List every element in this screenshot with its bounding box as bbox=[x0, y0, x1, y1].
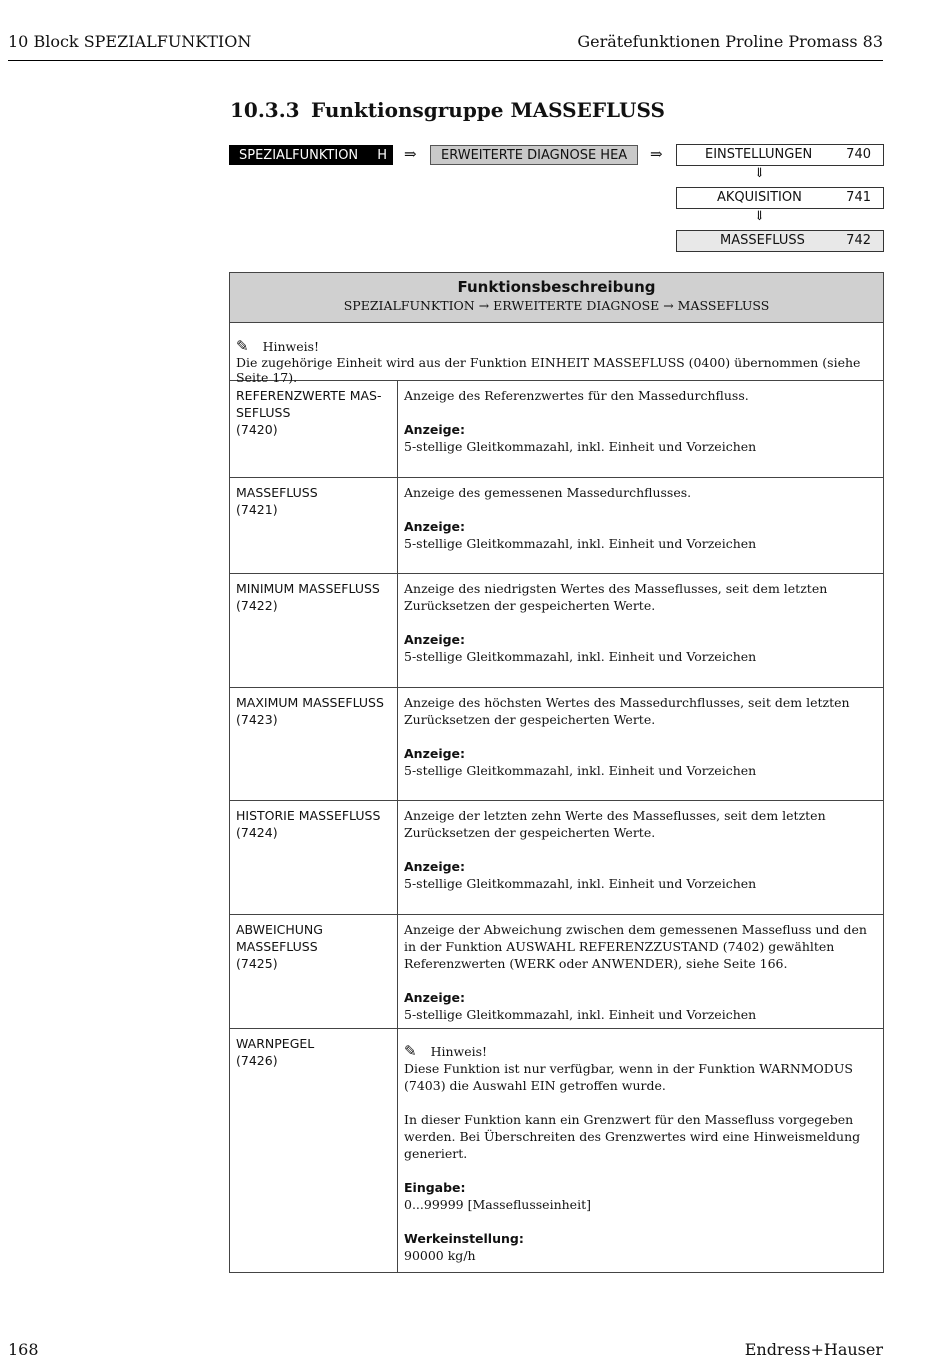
function-code: (7425) bbox=[236, 956, 278, 971]
nav-item-code: 742 bbox=[846, 233, 871, 248]
down-arrow-icon: ⇓ bbox=[754, 209, 765, 224]
table-header bbox=[230, 273, 883, 323]
note-label: Hinweis! bbox=[430, 1044, 488, 1059]
function-description-table bbox=[229, 272, 884, 1273]
table-note bbox=[230, 323, 883, 385]
nav-block-label: SPEZIALFUNKTION bbox=[239, 147, 359, 163]
nav-item-label: MASSEFLUSS bbox=[720, 233, 805, 248]
pencil-icon: ✎ bbox=[236, 337, 249, 355]
section-title: Funktionsgruppe MASSEFLUSS bbox=[311, 98, 665, 122]
function-name: HISTORIE MASSEFLUSS bbox=[236, 808, 381, 823]
nav-item-code: 741 bbox=[846, 190, 871, 205]
page-number: 168 bbox=[8, 1340, 39, 1359]
function-name-cell bbox=[230, 574, 398, 687]
nav-group-label: ERWEITERTE DIAGNOSE HEA bbox=[441, 147, 628, 163]
running-header-chapter: 10 Block SPEZIALFUNKTION bbox=[8, 32, 252, 51]
function-description: Anzeige des gemessenen Massedurchflusses. bbox=[404, 485, 692, 500]
display-label: Anzeige: bbox=[404, 746, 466, 761]
nav-group-box bbox=[430, 145, 638, 165]
function-description-cell bbox=[398, 574, 883, 687]
function-description-cell bbox=[398, 1029, 883, 1272]
function-name: MINIMUM MASSEFLUSS bbox=[236, 581, 380, 596]
function-code: (7424) bbox=[236, 825, 278, 840]
right-arrow-icon: ⇒ bbox=[650, 145, 663, 163]
function-name: MASSEFLUSS bbox=[236, 485, 318, 500]
table-row bbox=[230, 915, 883, 1029]
display-label: Anzeige: bbox=[404, 422, 466, 437]
input-value: 0...99999 [Masseflusseinheit] bbox=[404, 1197, 591, 1212]
function-description-cell bbox=[398, 478, 883, 573]
nav-item-einstellungen bbox=[676, 144, 884, 166]
function-name: WARNPEGEL bbox=[236, 1036, 315, 1051]
default-value: 90000 kg/h bbox=[404, 1248, 476, 1263]
display-label: Anzeige: bbox=[404, 859, 466, 874]
function-code: (7420) bbox=[236, 422, 278, 437]
nav-item-akquisition bbox=[676, 187, 884, 209]
input-label: Eingabe: bbox=[404, 1180, 466, 1195]
display-value: 5-stellige Gleitkommazahl, inkl. Einheit und Vorzeichen bbox=[404, 1007, 757, 1022]
section-number: 10.3.3 bbox=[230, 98, 300, 122]
display-label: Anzeige: bbox=[404, 519, 466, 534]
function-description: Anzeige des Referenzwertes für den Massedurchfluss. bbox=[404, 388, 749, 403]
function-description: Anzeige der Abweichung zwischen dem gemessenen Massefluss und den in der Funktion AUSWAHL REFERENZZUSTAND (7402) gewählten Referenzwerten (WERK oder ANWENDER), siehe Seite 166. bbox=[404, 922, 867, 971]
display-label: Anzeige: bbox=[404, 990, 466, 1005]
function-description: Anzeige der letzten zehn Werte des Masseflusses, seit dem letzten Zurücksetzen der gespeicherten Werte. bbox=[404, 808, 826, 840]
table-row bbox=[230, 574, 883, 688]
function-description-cell bbox=[398, 915, 883, 1028]
table-title: Funktionsbeschreibung bbox=[457, 278, 656, 296]
function-description: In dieser Funktion kann ein Grenzwert für den Massefluss vorgegeben werden. Bei Überschreiten des Grenzwertes wird eine Hinweismeldung generiert. bbox=[404, 1112, 861, 1161]
function-description-cell bbox=[398, 688, 883, 800]
table-row bbox=[230, 381, 883, 478]
nav-item-label: AKQUISITION bbox=[717, 190, 802, 205]
note-text: Die zugehörige Einheit wird aus der Funktion EINHEIT MASSEFLUSS (0400) übernommen (siehe Seite 17). bbox=[236, 355, 861, 385]
function-name-cell bbox=[230, 1029, 398, 1272]
running-header-title: Gerätefunktionen Proline Promass 83 bbox=[577, 32, 883, 51]
display-value: 5-stellige Gleitkommazahl, inkl. Einheit und Vorzeichen bbox=[404, 876, 757, 891]
function-code: (7426) bbox=[236, 1053, 278, 1068]
right-arrow-icon: ⇒ bbox=[404, 145, 417, 163]
function-name-cell bbox=[230, 478, 398, 573]
display-value: 5-stellige Gleitkommazahl, inkl. Einheit und Vorzeichen bbox=[404, 649, 757, 664]
function-code: (7422) bbox=[236, 598, 278, 613]
function-name-cell bbox=[230, 801, 398, 914]
display-value: 5-stellige Gleitkommazahl, inkl. Einheit und Vorzeichen bbox=[404, 439, 757, 454]
header-rule bbox=[8, 60, 883, 61]
nav-item-label: EINSTELLUNGEN bbox=[705, 147, 813, 162]
nav-block-code: H bbox=[377, 147, 387, 163]
function-name-cell bbox=[230, 688, 398, 800]
table-row bbox=[230, 478, 883, 574]
nav-item-code: 740 bbox=[846, 147, 871, 162]
function-code: (7421) bbox=[236, 502, 278, 517]
table-row bbox=[230, 801, 883, 915]
function-name: MAXIMUM MASSEFLUSS bbox=[236, 695, 384, 710]
display-label: Anzeige: bbox=[404, 632, 466, 647]
default-label: Werkeinstellung: bbox=[404, 1231, 524, 1246]
function-name: REFERENZWERTE MAS-SEFLUSS bbox=[236, 388, 382, 420]
function-code: (7423) bbox=[236, 712, 278, 727]
brand-name: Endress+Hauser bbox=[744, 1340, 883, 1359]
table-path: SPEZIALFUNKTION → ERWEITERTE DIAGNOSE → MASSEFLUSS bbox=[343, 298, 770, 313]
note-text: Diese Funktion ist nur verfügbar, wenn in der Funktion WARNMODUS (7403) die Auswahl EIN getroffen wurde. bbox=[404, 1061, 853, 1093]
table-row bbox=[230, 1029, 883, 1272]
function-name-cell bbox=[230, 915, 398, 1028]
function-description: Anzeige des höchsten Wertes des Massedurchflusses, seit dem letzten Zurücksetzen der gespeicherten Werte. bbox=[404, 695, 850, 727]
function-name-cell bbox=[230, 381, 398, 477]
function-description-cell bbox=[398, 381, 883, 477]
nav-block-box bbox=[229, 145, 393, 165]
table-row bbox=[230, 688, 883, 801]
function-name: ABWEICHUNG MASSEFLUSS bbox=[236, 922, 323, 954]
pencil-icon: ✎ bbox=[404, 1042, 417, 1060]
function-description: Anzeige des niedrigsten Wertes des Masseflusses, seit dem letzten Zurücksetzen der gespeicherten Werte. bbox=[404, 581, 828, 613]
display-value: 5-stellige Gleitkommazahl, inkl. Einheit und Vorzeichen bbox=[404, 536, 757, 551]
display-value: 5-stellige Gleitkommazahl, inkl. Einheit und Vorzeichen bbox=[404, 763, 757, 778]
nav-item-massefluss bbox=[676, 230, 884, 252]
note-label: Hinweis! bbox=[262, 339, 320, 354]
function-description-cell bbox=[398, 801, 883, 914]
down-arrow-icon: ⇓ bbox=[754, 166, 765, 181]
